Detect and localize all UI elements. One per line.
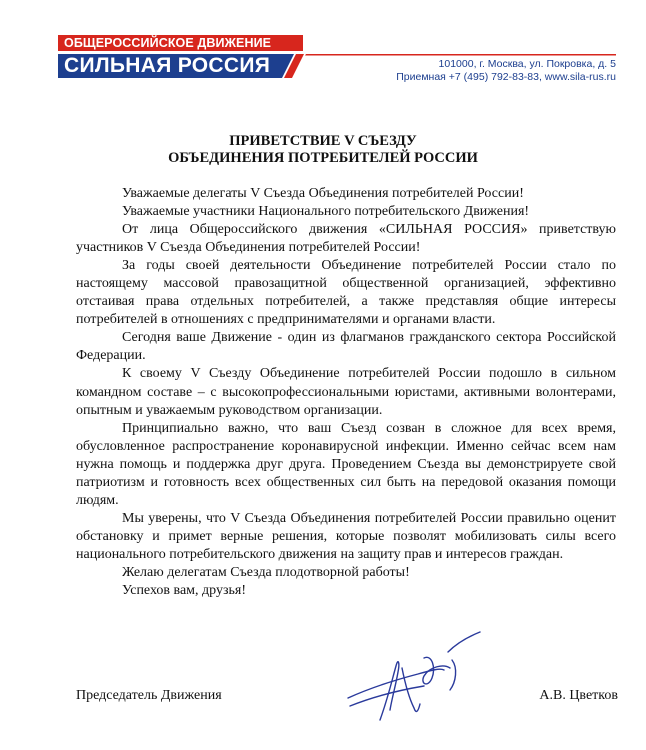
paragraph: От лица Общероссийского движения «СИЛЬНАЯ РОССИЯ» приветствую участников V Съезда Объединения потребителей России! xyxy=(76,222,616,256)
title-line-1: ПРИВЕТСТВИЕ V СЪЕЗДУ xyxy=(229,133,417,149)
address-line: 101000, г. Москва, ул. Покровка, д. 5 xyxy=(438,58,616,70)
paragraph: Успехов вам, друзья! xyxy=(122,583,246,599)
paragraph: Принципиально важно, что ваш Съезд созван в сложное для всех время, обусловленное распространение коронавирусной инфекции. Именно сейчас всем нам нужна помощь и поддержка друг друга. Проведением Съезда вы демонстрируете свой патриотизм и готовность всех общественных сил быть на передовой оказания помощи людям. xyxy=(76,420,616,508)
paragraph: Мы уверены, что V Съезда Объединения потребителей России правильно оценит обстановку и примет верные решения, которые позволят мобилизовать силы всего национального потребительского движения на защиту прав и интересов граждан. xyxy=(76,510,616,562)
letter-title xyxy=(0,133,646,167)
signatory-name: А.В. Цветков xyxy=(539,688,618,703)
paragraph: Уважаемые делегаты V Съезда Объединения потребителей России! xyxy=(122,186,524,201)
handwritten-signature xyxy=(340,628,490,728)
contacts-line: Приемная +7 (495) 792-83-83, www.sila-rus.ru xyxy=(396,71,616,83)
paragraph: Сегодня ваше Движение - один из флагманов гражданского сектора Российской Федерации. xyxy=(76,330,616,364)
letter-body xyxy=(76,185,616,600)
movement-label: ОБЩЕРОССИЙСКОЕ ДВИЖЕНИЕ xyxy=(58,35,303,51)
paragraph: За годы своей деятельности Объединение потребителей России стало по настоящему массовой правозащитной общественной организацией, эффективно отстаивая права отдельных потребителей, а также представляя общие интересы потребителей в отношениях с предпринимателями и органами власти. xyxy=(76,258,616,328)
title-line-2: ОБЪЕДИНЕНИЯ ПОТРЕБИТЕЛЕЙ РОССИИ xyxy=(168,150,478,166)
organization-name: СИЛЬНАЯ РОССИЯ xyxy=(64,54,271,77)
signatory-position: Председатель Движения xyxy=(76,688,222,703)
paragraph: Уважаемые участники Национального потребительского Движения! xyxy=(122,204,530,220)
paragraph: К своему V Съезду Объединение потребителей России подошло в сильном командном составе – с высокопрофессиональными юристами, активными волонтерами, опытным и уважаемым руководством организации. xyxy=(76,366,616,418)
contact-block xyxy=(396,58,616,84)
paragraph: Желаю делегатам Съезда плодотворной работы! xyxy=(122,564,410,580)
